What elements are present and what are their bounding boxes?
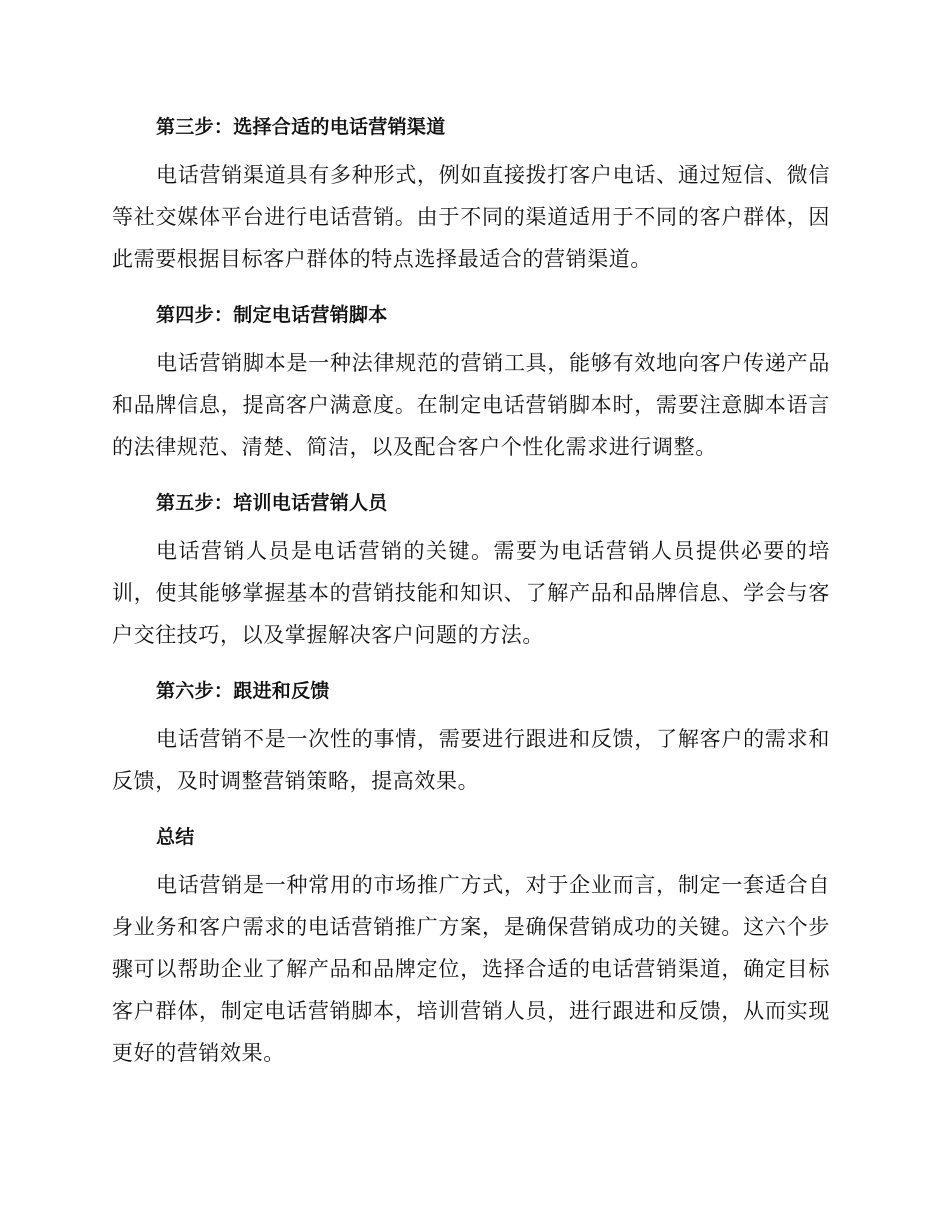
section-heading-step4: 第四步：制定电话营销脚本 bbox=[156, 304, 388, 326]
section-paragraph-summary: 电话营销是一种常用的市场推广方式，对于企业而言，制定一套适合自身业务和客户需求的电话营销推广方案，是确保营销成功的关键。这六个步骤可以帮助企业了解产品和品牌定位，选择合适的电话营销渠道，确定目标客户群体，制定电话营销脚本，培训营销人员，进行跟进和反馈，从而实现更好的营销效果。 bbox=[112, 873, 830, 1065]
section-paragraph-step5: 电话营销人员是电话营销的关键。需要为电话营销人员提供必要的培训，使其能够掌握基本的营销技能和知识、了解产品和品牌信息、学会与客户交往技巧，以及掌握解决客户问题的方法。 bbox=[112, 539, 830, 647]
section-paragraph-step6: 电话营销不是一次性的事情，需要进行跟进和反馈，了解客户的需求和反馈，及时调整营销策略，提高效果。 bbox=[112, 727, 830, 793]
section-heading-step6: 第六步：跟进和反馈 bbox=[156, 680, 330, 702]
section-paragraph-step3: 电话营销渠道具有多种形式，例如直接拨打客户电话、通过短信、微信等社交媒体平台进行电话营销。由于不同的渠道适用于不同的客户群体，因此需要根据目标客户群体的特点选择最适合的营销渠道。 bbox=[112, 163, 830, 271]
section-heading-step5: 第五步：培训电话营销人员 bbox=[156, 492, 388, 514]
section-heading-step3: 第三步：选择合适的电话营销渠道 bbox=[156, 116, 446, 138]
document-body bbox=[112, 106, 830, 1088]
section-paragraph-step4: 电话营销脚本是一种法律规范的营销工具，能够有效地向客户传递产品和品牌信息，提高客户满意度。在制定电话营销脚本时，需要注意脚本语言的法律规范、清楚、简洁，以及配合客户个性化需求进行调整。 bbox=[112, 351, 830, 459]
section-heading-summary: 总结 bbox=[156, 826, 195, 848]
